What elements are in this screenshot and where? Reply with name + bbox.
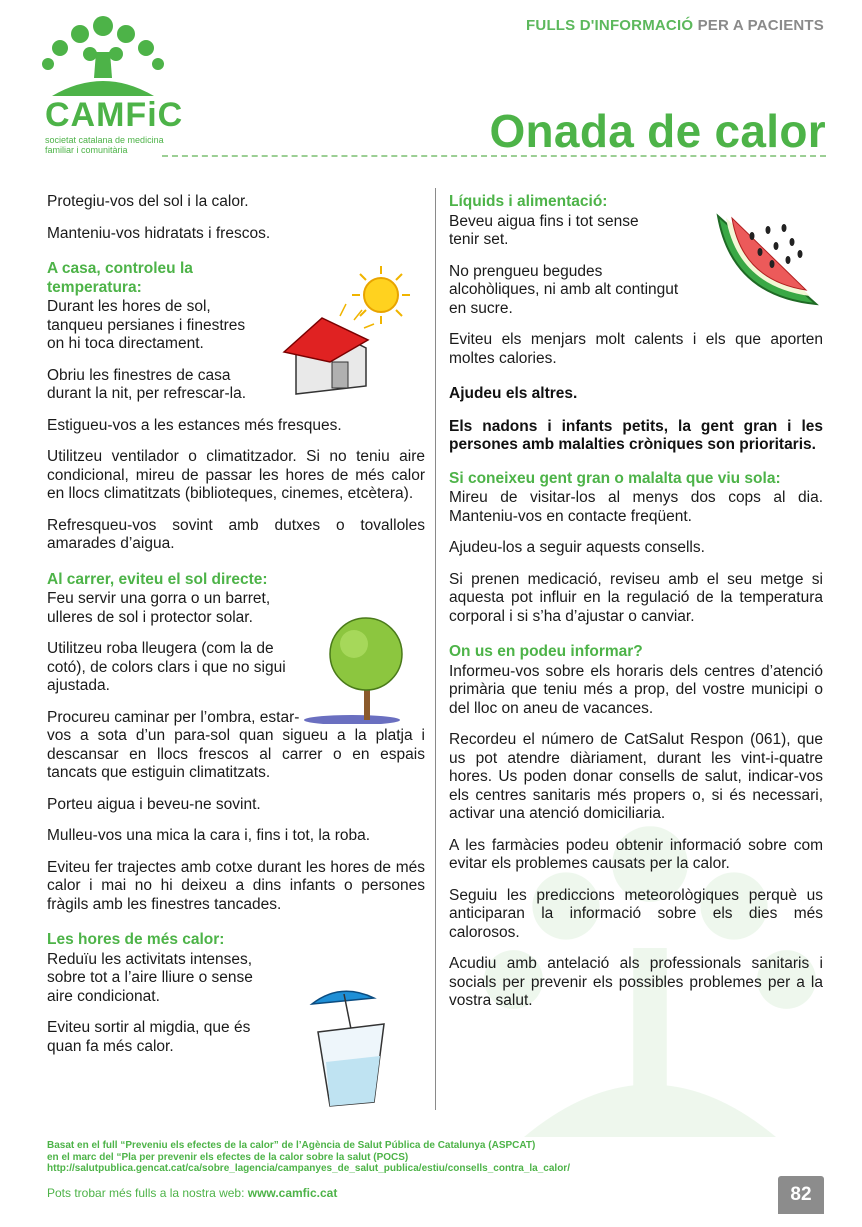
paragraph: Seguiu les prediccions meteorològiques perquè us anticiparan la informació sobre els dies més calorosos. [449, 886, 823, 941]
source-url-link[interactable]: http://salutpublica.gencat.cat/ca/sobre_lagencia/campanyes_de_salut_publica/estiu/consells_contra_la_calor/ [47, 1163, 570, 1174]
paragraph: Ajudeu-los a seguir aquests consells. [449, 539, 705, 556]
text-line: Feu servir una gorra o un barret, [47, 590, 271, 607]
title-divider [162, 155, 826, 157]
text-line: cotó), de colors clars i que no sigui [47, 658, 286, 676]
brand-subtitle-line-2: familiar i comunitària [45, 145, 128, 155]
text-line: ajustada. [47, 677, 110, 694]
paragraph: Porteu aigua i beveu-ne sovint. [47, 795, 261, 813]
heading-line: A casa, controleu la [47, 260, 193, 277]
brand-subtitle-line-1: societat catalana de medicina [45, 135, 164, 145]
page-number: 82 [778, 1176, 824, 1214]
paragraph: A les farmàcies podeu obtenir informació sobre com evitar els problemes causats per la calor. [449, 836, 823, 872]
text-line: aire condicionat. [47, 987, 160, 1005]
text-line: tenir set. [449, 231, 509, 248]
text-line: Utilitzeu roba lleugera (com la de [47, 640, 274, 657]
priority-statement: Els nadons i infants petits, la gent gran i les persones amb malalties cròniques son prioritaris. [449, 417, 823, 453]
text-line: vos a sota d’un para-sol quan sigueu a la platja i descansar en llocs frescos al carrer o en espais tancats que estiguin climatitzats. [47, 727, 425, 781]
section-heading-coneixeu: Si coneixeu gent gran o malalta que viu sola: [449, 469, 781, 487]
paragraph: Estigueu-vos a les estances més fresques. [47, 416, 342, 434]
column-divider [435, 188, 436, 1110]
tree-icon [300, 614, 420, 724]
paragraph: Refresqueu-vos sovint amb dutxes o tovalloles amarades d’aigua. [47, 516, 425, 552]
text-line: alcohòliques, ni amb alt contingut [449, 281, 679, 298]
website-note [47, 1186, 337, 1200]
website-link[interactable]: www.camfic.cat [247, 1186, 338, 1200]
paragraph: Acudiu amb antelació als professionals sanitaris i socials per prevenir els possibles problemes per a la vostra salut. [449, 955, 823, 1009]
source-line: Basat en el full “Preveniu els efectes de la calor” de l’Agència de Salut Pública de Catalunya (ASPCAT) [47, 1140, 536, 1151]
paragraph: Si prenen medicació, reviseu amb el seu metge si aquesta pot influir en la regulació de la temperatura corporal i si s’ha d’ajustar o canviar. [449, 570, 823, 625]
text-line: Reduïu les activitats intenses, [47, 950, 253, 968]
tree-logo-icon [40, 12, 166, 98]
section-heading-ajudeu: Ajudeu els altres. [449, 385, 578, 402]
paragraph: Mulleu-vos una mica la cara i, fins i tot, la roba. [47, 827, 371, 844]
text-line: durant la nit, per refrescar-la. [47, 385, 247, 402]
text-line: Durant les hores de sol, [47, 298, 211, 315]
text-line: sobre tot a l’aire lliure o sense [47, 969, 253, 986]
header-label-gray: PER A PACIENTS [693, 17, 824, 34]
paragraph: Eviteu fer trajectes amb cotxe durant les hores de més calor i mai no hi deixeu a dins infants o persones fràgils amb les finestres tancades. [47, 858, 425, 913]
paragraph: Protegiu-vos del sol i la calor. [47, 193, 249, 210]
text-line: Beveu aigua fins i tot sense [449, 212, 639, 230]
text-line: tanqueu persianes i finestres [47, 316, 246, 334]
website-text: Pots trobar més fulls a la nostra web: [47, 1186, 248, 1200]
glass-umbrella-icon [304, 984, 396, 1110]
right-column [449, 193, 823, 1024]
page-title: Onada de calor [489, 105, 826, 157]
section-heading-hores: Les hores de més calor: [47, 931, 225, 948]
heading-line: temperatura: [47, 278, 142, 296]
paragraph: Mireu de visitar-los al menys dos cops al dia. Manteniu-vos en contacte freqüent. [449, 489, 823, 525]
text-line: No prengueu begudes [449, 262, 603, 280]
brand-name: CAMFiC [45, 96, 184, 134]
paragraph: Recordeu el número de CatSalut Respon (061), que us pot atendre diàriament, durant les vint-i-quatre hores. Us poden donar consells de salut, indicar-vos els centres sanitaris més propers o, si és necessari, activar una atenció domiciliaria. [449, 731, 823, 822]
text-line: Procureu caminar per l’ombra, estar- [47, 708, 300, 726]
text-line: on hi toca directament. [47, 335, 204, 352]
text-line: ulleres de sol i protector solar. [47, 608, 253, 626]
header-label-green: FULLS D'INFORMACIÓ [526, 17, 694, 34]
paragraph: Utilitzeu ventilador o climatitzador. Si no teniu aire condicional, mireu de passar les hores de més calor en llocs climatitzats (biblioteques, cinemes, etcètera). [47, 448, 425, 502]
house-icon [282, 300, 382, 400]
section-heading-carrer: Al carrer, eviteu el sol directe: [47, 570, 268, 588]
text-line: quan fa més calor. [47, 1037, 174, 1055]
watermelon-icon [712, 206, 824, 310]
paragraph: Informeu-vos sobre els horaris dels centres d’atenció primària que teniu més a prop, del vostre municipi o del lloc on aneu de vacances. [449, 662, 823, 717]
header-label [526, 17, 824, 34]
brand-subtitle [45, 135, 175, 155]
section-heading-informar: On us en podeu informar? [449, 643, 643, 660]
text-line: Obriu les finestres de casa [47, 366, 231, 384]
paragraph: Manteniu-vos hidratats i frescos. [47, 224, 271, 242]
text-line: Eviteu sortir al migdia, que és [47, 1019, 251, 1036]
text-line: en sucre. [449, 299, 513, 317]
section-heading-liquids: Líquids i alimentació: [449, 193, 608, 210]
source-line: en el marc del “Pla per prevenir els efectes de la calor sobre la salut (POCS) [47, 1151, 409, 1163]
source-note [47, 1140, 570, 1175]
paragraph: Eviteu els menjars molt calents i els que aporten moltes calories. [449, 331, 823, 367]
